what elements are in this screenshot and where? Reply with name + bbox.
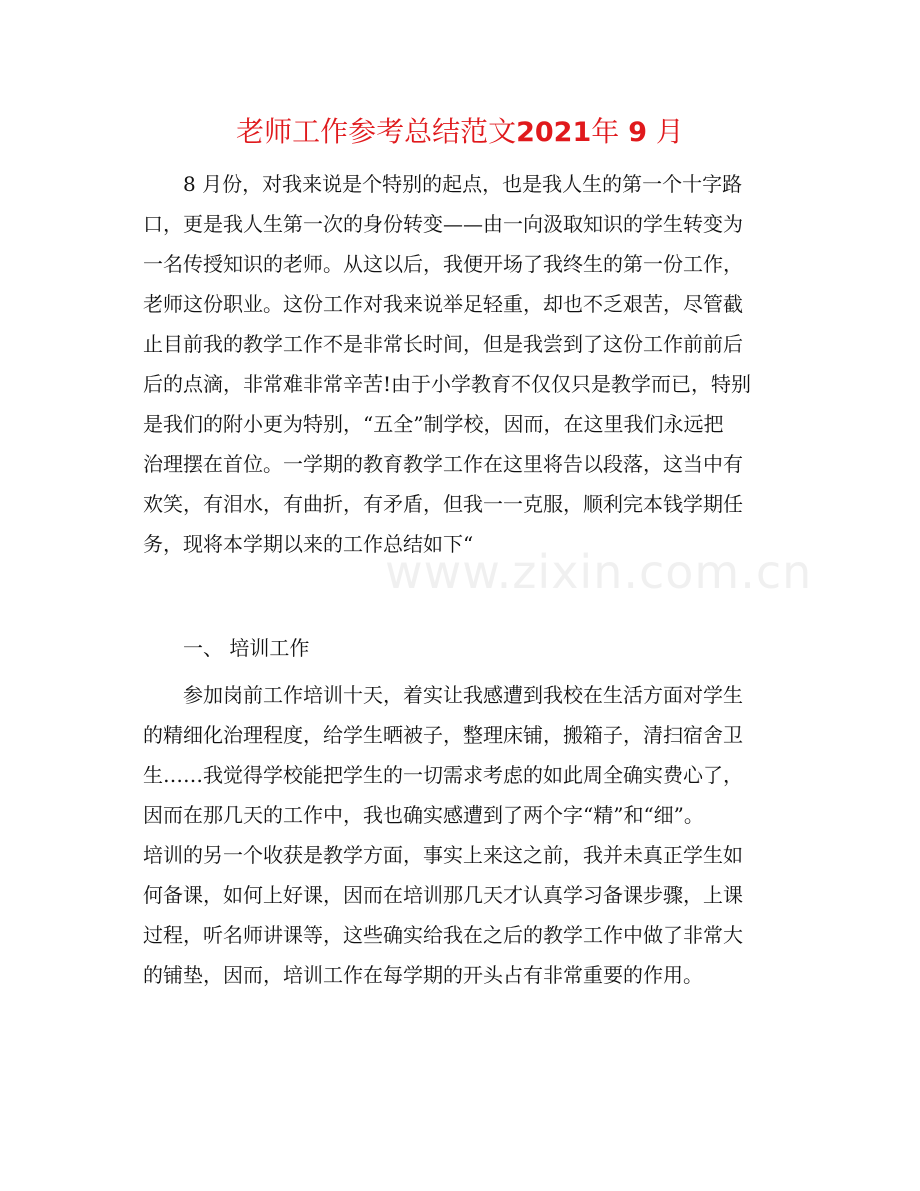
paragraph-line: 治理摆在首位。一学期的教育教学工作在这里将告以段落，这当中有 <box>143 452 743 476</box>
paragraph-line: 的精细化治理程度，给学生晒被子，整理床铺，搬箱子，清扫宿舍卫 <box>143 723 743 747</box>
section-heading: 一、 培训工作 <box>183 636 310 660</box>
paragraph-line: 参加岗前工作培训十天，着实让我感遭到我校在生活方面对学生 <box>183 683 743 707</box>
paragraph-training <box>143 675 783 995</box>
title-year: 2021 <box>516 117 592 148</box>
paragraph-line: 老师这份职业。这份工作对我来说举足轻重，却也不乏艰苦，尽管截 <box>143 292 743 316</box>
document-title <box>0 110 920 155</box>
paragraph-line: 是我们的附小更为特别，“五全”制学校，因而，在这里我们永远把 <box>143 412 724 436</box>
paragraph-line: 生……我觉得学校能把学生的一切需求考虑的如此周全确实费心了， <box>143 763 743 787</box>
title-month: 9 <box>628 117 647 148</box>
paragraph-line: 培训的另一个收获是教学方面，事实上来这之前，我并未真正学生如 <box>143 843 743 867</box>
paragraph-line: 务，现将本学期以来的工作总结如下“ <box>143 532 474 556</box>
paragraph-line: 过程，听名师讲课等，这些确实给我在之后的教学工作中做了非常大 <box>143 923 743 947</box>
title-text: 老师工作参考总结范文 <box>236 115 517 148</box>
title-month-suffix: 月 <box>655 115 684 148</box>
paragraph-line: 口，更是我人生第一次的身份转变——由一向汲取知识的学生转变为 <box>143 212 743 236</box>
paragraph-line: 何备课，如何上好课，因而在培训那几天才认真学习备课步骤，上课 <box>143 883 743 907</box>
paragraph-line: 的铺垫，因而，培训工作在每学期的开头占有非常重要的作用。 <box>143 963 703 987</box>
title-year-suffix: 年 <box>591 115 620 148</box>
paragraph-line: 8 月份，对我来说是个特别的起点，也是我人生的第一个十字路 <box>183 172 743 196</box>
paragraph-intro <box>143 164 783 564</box>
paragraph-line: 因而在那几天的工作中，我也确实感遭到了两个字“精”和“细”。 <box>143 803 704 827</box>
paragraph-line: 欢笑，有泪水，有曲折，有矛盾，但我一一克服，顺利完本钱学期任 <box>143 492 743 516</box>
section-heading-block <box>143 628 783 668</box>
paragraph-line: 后的点滴，非常难非常辛苦!由于小学教育不仅仅只是教学而已，特别 <box>143 372 752 396</box>
paragraph-line: 一名传授知识的老师。从这以后，我便开场了我终生的第一份工作， <box>143 252 743 276</box>
paragraph-line: 止目前我的教学工作不是非常长时间，但是我尝到了这份工作前前后 <box>143 332 743 356</box>
watermark: www.zixin.com.cn <box>385 545 813 599</box>
